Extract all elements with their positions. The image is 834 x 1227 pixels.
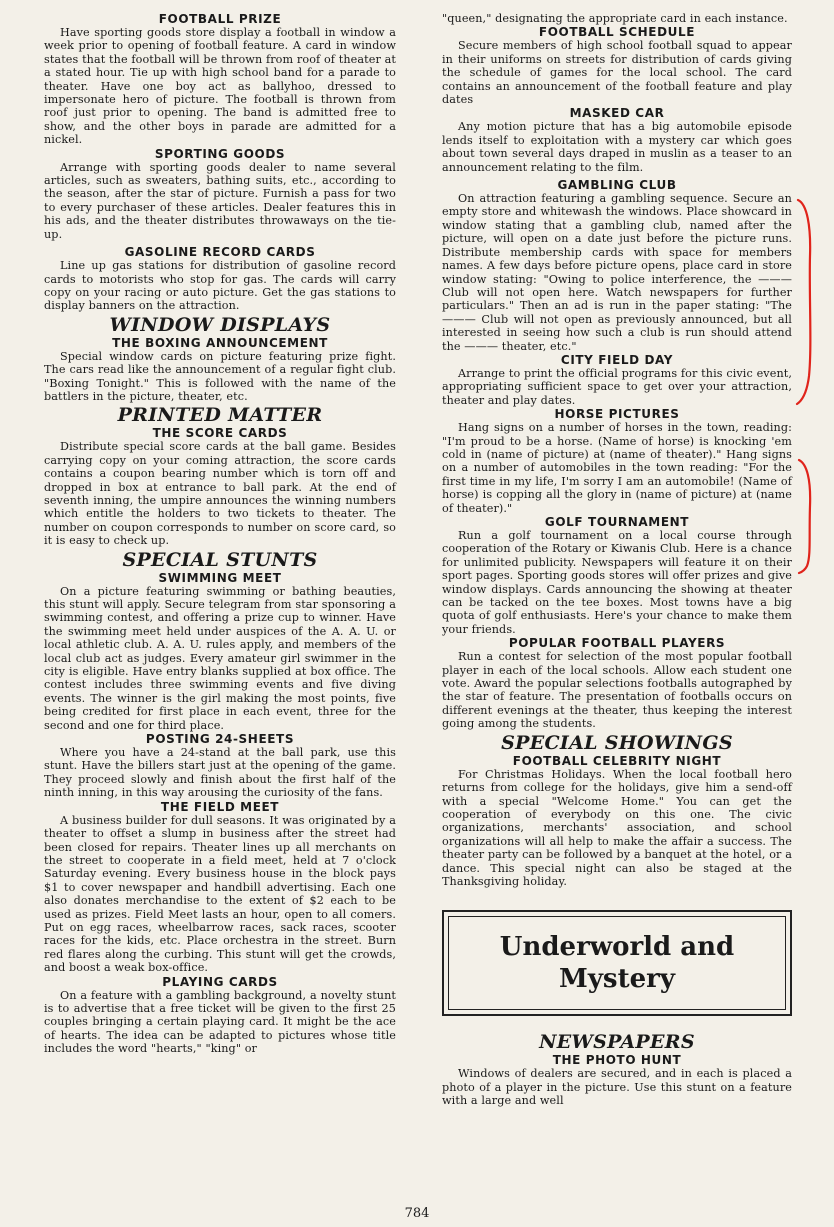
paragraph: Where you have a 24-stand at the ball park, use this stunt. Have the billers start just at the opening of the game. They proceed slowly and finish about the first half of the ninth inning, in this way arousing the curiosity of the fans. <box>44 746 396 800</box>
paragraph: On a picture featuring swimming or bathing beauties, this stunt will apply. Secure telegram from star sponsoring a swimming contest, and offering a prize cup to winner. Have the swimming meet held under auspices of the A. A. U. or local athletic club. A. A. U. rules apply, and members of the local club act as judges. Every amateur girl swimmer in the city is eligible. Have entry blanks supplied at box office. The contest includes three swimming events and five diving events. The winner is the girl making the most points, five being credited for first place in each event, three for the second and one for third place. <box>44 584 396 732</box>
subheading-masked-car: MASKED CAR <box>569 106 665 121</box>
subheading-city-field-day: CITY FIELD DAY <box>560 352 674 367</box>
paragraph: On attraction featuring a gambling sequence. Secure an empty store and whitewash the windows. Place showcard in window stating that a gambling club, named after the picture, will open on a date just before the picture runs. Distribute membership cards with space for members names. A few days before picture opens, place card in store window stating: "Owing to police interference, the ——— Club will not open here. Watch newspapers for further particulars." Then an ad is run in the paper stating: "The ——— Club will not open as previously announced, but all interested in seeing how such a club is run should attend the ——— theater, etc." <box>442 192 792 353</box>
boxed-title-line: Underworld and <box>499 932 735 963</box>
subheading-football-prize: FOOTBALL PRIZE <box>158 12 282 26</box>
paragraph: Secure members of high school football squad to appear in their uniforms on streets for distribution of cards giving the schedule of games for the local school. The card contains an announcement of the football feature and play dates <box>442 39 792 107</box>
left-column <box>44 12 396 1056</box>
subheading-the-photo-hunt: THE PHOTO HUNT <box>552 1053 682 1068</box>
paragraph: On a feature with a gambling background, a novelty stunt is to advertise that a free ticket will be given to the first 25 couples bringing a certain playing card. It might be the ace of hearts. The idea can be adapted to pictures whose title includes the word "hearts," "king" or <box>44 988 396 1056</box>
subheading-gasoline-record-cards: GASOLINE RECORD CARDS <box>124 245 316 260</box>
subheading-football-celebrity-night: FOOTBALL CELEBRITY NIGHT <box>512 753 722 768</box>
paragraph: Line up gas stations for distribution of gasoline record cards to motorists who stop for gas. The cards will carry copy on your racing or auto picture. Get the gas stations to display banners on the attraction. <box>44 259 396 313</box>
subheading-football-schedule: FOOTBALL SCHEDULE <box>538 25 696 40</box>
subheading-the-boxing-announcement: THE BOXING ANNOUNCEMENT <box>112 335 328 350</box>
paragraph: Arrange to print the official programs for this civic event, appropriating sufficient space to get over your attraction, theater and play dates. <box>442 366 792 407</box>
paragraph: "queen," designating the appropriate card in each instance. <box>442 12 788 25</box>
subheading-popular-football-players: POPULAR FOOTBALL PLAYERS <box>508 636 726 651</box>
subheading-horse-pictures: HORSE PICTURES <box>554 407 680 422</box>
paragraph: A business builder for dull seasons. It was originated by a theater to offset a slump in business after the street had been closed for repairs. Theater lines up all merchants on the street to cooperate in a field meet, held at 7 o'clock Saturday evening. Every business house in the block pays $1 to cover newspaper and handbill advertising. Each one also donates merchandise to the extent of $2 each to be used as prizes. Field Meet lasts an hour, open to all comers. Put on egg races, wheelbarrow races, sack races, scooter races for the kids, etc. Place orchestra in the street. Burn red flares along the curbing. This stunt will get the crowds, and boost a weak box-office. <box>44 813 396 975</box>
section-title-newspapers: NEWSPAPERS <box>539 1031 695 1054</box>
section-title-printed-matter: PRINTED MATTER <box>117 404 323 427</box>
subheading-posting-24-sheets: POSTING 24-SHEETS <box>145 732 295 747</box>
paragraph: Special window cards on picture featuring prize fight. The cars read like the announcement of a regular fight club. "Boxing Tonight." This is followed with the name of the battlers in the picture, theater, etc. <box>44 349 396 403</box>
subheading-golf-tournament: GOLF TOURNAMENT <box>544 515 690 529</box>
boxed-title-line: Mystery <box>559 964 675 995</box>
subheading-playing-cards: PLAYING CARDS <box>162 974 278 989</box>
paragraph: For Christmas Holidays. When the local football hero returns from college for the holidays, give him a send-off with a special "Welcome Home." You can get the cooperation of everybody on this one. The civic organizations, merchants' association, and school organizations will all help to make the affair a success. The theater party can be followed by a banquet at the hotel, or a dance. This special night can also be staged at the Thanksgiving holiday. <box>442 767 792 888</box>
subheading-gambling-club: GAMBLING CLUB <box>557 178 677 193</box>
paragraph: Run a golf tournament on a local course through cooperation of the Rotary or Kiwanis Club. Here is a chance for unlimited publicity. Newspapers will feature it on their sport pages. Sporting goods stores will offer prizes and give window displays. Cards announcing the showing at theater can be tacked on the tee boxes. Most towns have a big quota of golf enthusiasts. Here's your chance to make them your friends. <box>442 529 792 636</box>
section-title-special-stunts: SPECIAL STUNTS <box>122 548 318 571</box>
subheading-sporting-goods: SPORTING GOODS <box>154 146 286 161</box>
red-bracket-horse-pictures <box>797 456 821 576</box>
boxed-title-text <box>448 916 786 1010</box>
paragraph: Arrange with sporting goods dealer to name several articles, such as sweaters, bathing suits, etc., according to the season, after the star of picture. Furnish a pass for two to every purchaser of these articles. Dealer features this in his ads, and the theater distributes throwaways on the tie-up. <box>44 160 396 241</box>
paragraph: Run a contest for selection of the most popular football player in each of the local schools. Allow each student one vote. Award the popular selections footballs autographed by the star of feature. The presentation of footballs occurs on different evenings at the theater, thus keeping the interest going among the students. <box>442 650 792 731</box>
paragraph: Hang signs on a number of horses in the town, reading: "I'm proud to be a horse. (Name of horse) is knocking 'em cold in (name of picture) at (name of theater)." Hang signs on a number of automobiles in the town reading: "For the first time in my life, I'm sorry I am an automobile! (Name of horse) is copping all the glory in (name of picture) at (name of theater)." <box>442 421 792 515</box>
boxed-section-title <box>442 910 792 1016</box>
paragraph: Any motion picture that has a big automobile episode lends itself to exploitation with a mystery car which goes about town several days draped in muslin as a teaser to an announcement relating to the film. <box>442 120 792 174</box>
section-title-window-displays: WINDOW DISPLAYS <box>109 313 331 336</box>
page-number: 784 <box>404 1206 430 1221</box>
subheading-the-field-meet: THE FIELD MEET <box>160 799 280 814</box>
subheading-swimming-meet: SWIMMING MEET <box>158 570 282 585</box>
subheading-the-score-cards: THE SCORE CARDS <box>152 426 288 441</box>
paragraph: Distribute special score cards at the ball game. Besides carrying copy on your coming attraction, the score cards contains a coupon bearing number which is torn off and dropped in box at entrance to ball park. At the end of seventh inning, the umpire announces the winning numbers which entitle the holders to two tickets to theater. The number on coupon corresponds to number on score card, so it is easy to check up. <box>44 440 396 548</box>
red-bracket-gambling-club <box>795 196 819 408</box>
right-column <box>442 12 792 1108</box>
section-title-special-showings: SPECIAL SHOWINGS <box>501 731 733 754</box>
paragraph: Have sporting goods store display a football in window a week prior to opening of football feature. A card in window states that the football will be thrown from roof of theater at a stated hour. Tie up with high school band for a parade to theater. Have one boy act as ballyhoo, dressed to impersonate hero of picture. The football is thrown from roof just prior to opening. The band is admitted free to show, and the other boys in parade are admitted for a nickel. <box>44 26 396 147</box>
paragraph: Windows of dealers are secured, and in each is placed a photo of a player in the picture. Use this stunt on a feature with a large and well <box>442 1067 792 1108</box>
